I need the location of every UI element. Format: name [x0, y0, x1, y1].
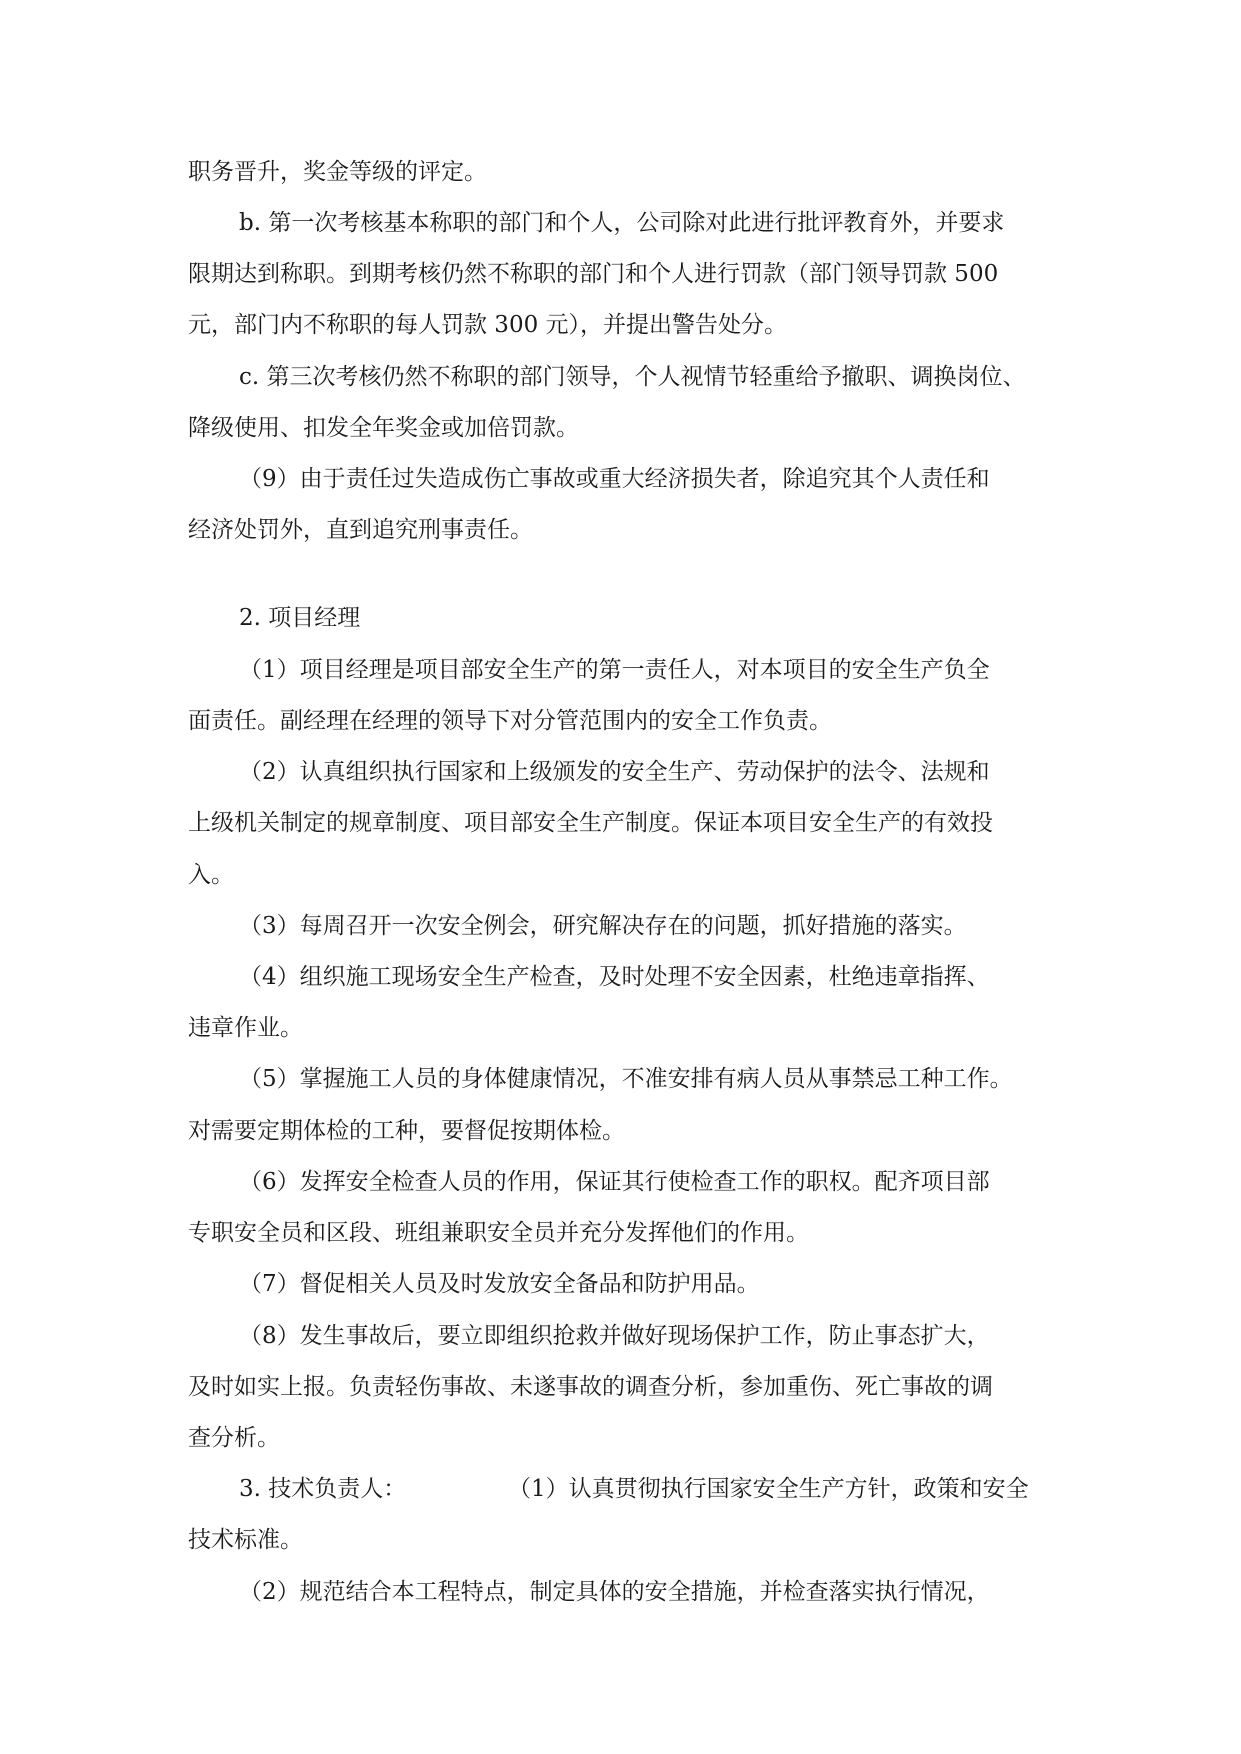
text-line: 查分析。 [188, 1425, 280, 1451]
text-line: 降级使用、扣发全年奖金或加倍罚款。 [188, 415, 579, 441]
text-line: 元，部门内不称职的每人罚款 300 元），并提出警告处分。 [188, 312, 788, 338]
text-line: （7）督促相关人员及时发放安全备品和防护用品。 [239, 1271, 760, 1297]
text-line: b. 第一次考核基本称职的部门和个人，公司除对此进行批评教育外，并要求 [239, 210, 1005, 236]
text-line: （5）掌握施工人员的身体健康情况，不准安排有病人员从事禁忌工种工作。 [239, 1066, 1013, 1092]
text-line: c. 第三次考核仍然不称职的部门领导，个人视情节轻重给予撤职、调换岗位、 [239, 364, 1026, 390]
section-heading: 3. 技术负责人： [239, 1476, 407, 1502]
text-line: 违章作业。 [188, 1015, 303, 1041]
text-line: （2）规范结合本工程特点，制定具体的安全措施，并检查落实执行情况， [239, 1579, 990, 1605]
text-line: 对需要定期体检的工种，要督促按期体检。 [188, 1118, 625, 1144]
text-line: 入。 [188, 862, 234, 888]
text-line: （3）每周召开一次安全例会，研究解决存在的问题，抓好措施的落实。 [239, 913, 967, 939]
text-line: 限期达到称职。到期考核仍然不称职的部门和个人进行罚款（部门领导罚款 500 [188, 261, 999, 287]
text-line: （8）发生事故后，要立即组织抢救并做好现场保护工作，防止事态扩大， [239, 1323, 990, 1349]
text-line: （6）发挥安全检查人员的作用，保证其行使检查工作的职权。配齐项目部 [239, 1169, 990, 1195]
text-line: （1）项目经理是项目部安全生产的第一责任人，对本项目的安全生产负全 [239, 657, 990, 683]
text-line: 面责任。副经理在经理的领导下对分管范围内的安全工作负责。 [188, 708, 832, 734]
text-line: 上级机关制定的规章制度、项目部安全生产制度。保证本项目安全生产的有效投 [188, 810, 993, 836]
text-line: 专职安全员和区段、班组兼职安全员并充分发挥他们的作用。 [188, 1220, 809, 1246]
text-line: （9）由于责任过失造成伤亡事故或重大经济损失者，除追究其个人责任和 [239, 466, 990, 492]
text-line: （1）认真贯彻执行国家安全生产方针，政策和安全 [508, 1476, 1029, 1502]
section-heading: 2. 项目经理 [239, 605, 361, 631]
text-line: 职务晋升，奖金等级的评定。 [188, 159, 487, 185]
text-line: （2）认真组织执行国家和上级颁发的安全生产、劳动保护的法令、法规和 [239, 759, 990, 785]
text-line: 经济处罚外，直到追究刑事责任。 [188, 517, 533, 543]
text-line: （4）组织施工现场安全生产检查，及时处理不安全因素，杜绝违章指挥、 [239, 964, 990, 990]
text-line: 技术标准。 [188, 1527, 303, 1553]
text-line: 及时如实上报。负责轻伤事故、未遂事故的调查分析，参加重伤、死亡事故的调 [188, 1374, 993, 1400]
